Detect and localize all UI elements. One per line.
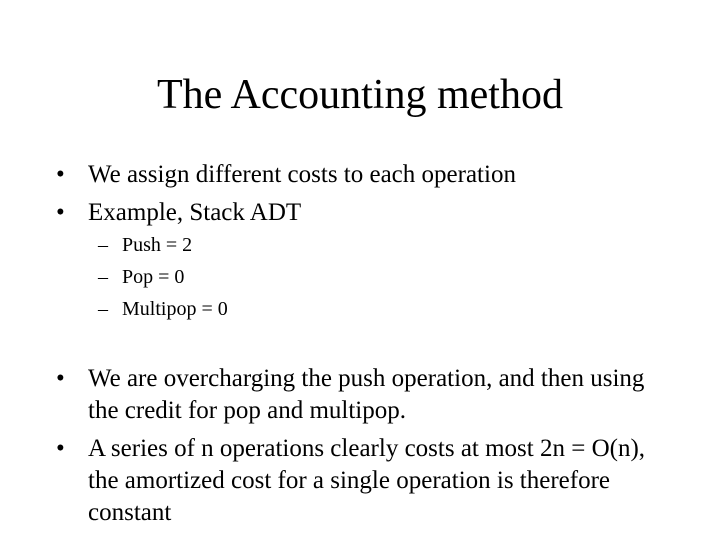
bullet-marker: •	[56, 161, 65, 188]
bullet-text: Example, Stack ADT	[88, 199, 302, 226]
bullet-marker: •	[56, 365, 65, 392]
slide-title: The Accounting method	[157, 72, 563, 118]
bullet-item	[56, 363, 666, 427]
bullet-text: A series of n operations clearly costs at most 2n = O(n), the amortized cost for a single operation is therefore constant	[88, 435, 646, 526]
bullet-list-top	[56, 159, 666, 235]
bullet-marker: •	[56, 435, 65, 462]
sub-bullet-text: Multipop = 0	[122, 298, 228, 320]
bullet-text: We assign different costs to each operation	[88, 161, 516, 188]
sub-bullet-marker: –	[98, 234, 108, 256]
bullet-list-bottom	[56, 363, 666, 535]
bullet-item	[56, 159, 666, 191]
bullet-text: We are overcharging the push operation, and then using the credit for pop and multipop.	[88, 365, 645, 424]
sub-bullet-list	[98, 232, 228, 328]
bullet-item	[56, 197, 666, 229]
bullet-marker: •	[56, 199, 65, 226]
sub-bullet-marker: –	[98, 266, 108, 288]
sub-bullet-text: Push = 2	[122, 234, 193, 256]
sub-bullet-marker: –	[98, 298, 108, 320]
sub-bullet-item	[98, 264, 228, 290]
sub-bullet-text: Pop = 0	[122, 266, 185, 288]
sub-bullet-item	[98, 296, 228, 322]
bullet-item	[56, 433, 666, 529]
sub-bullet-item	[98, 232, 228, 258]
